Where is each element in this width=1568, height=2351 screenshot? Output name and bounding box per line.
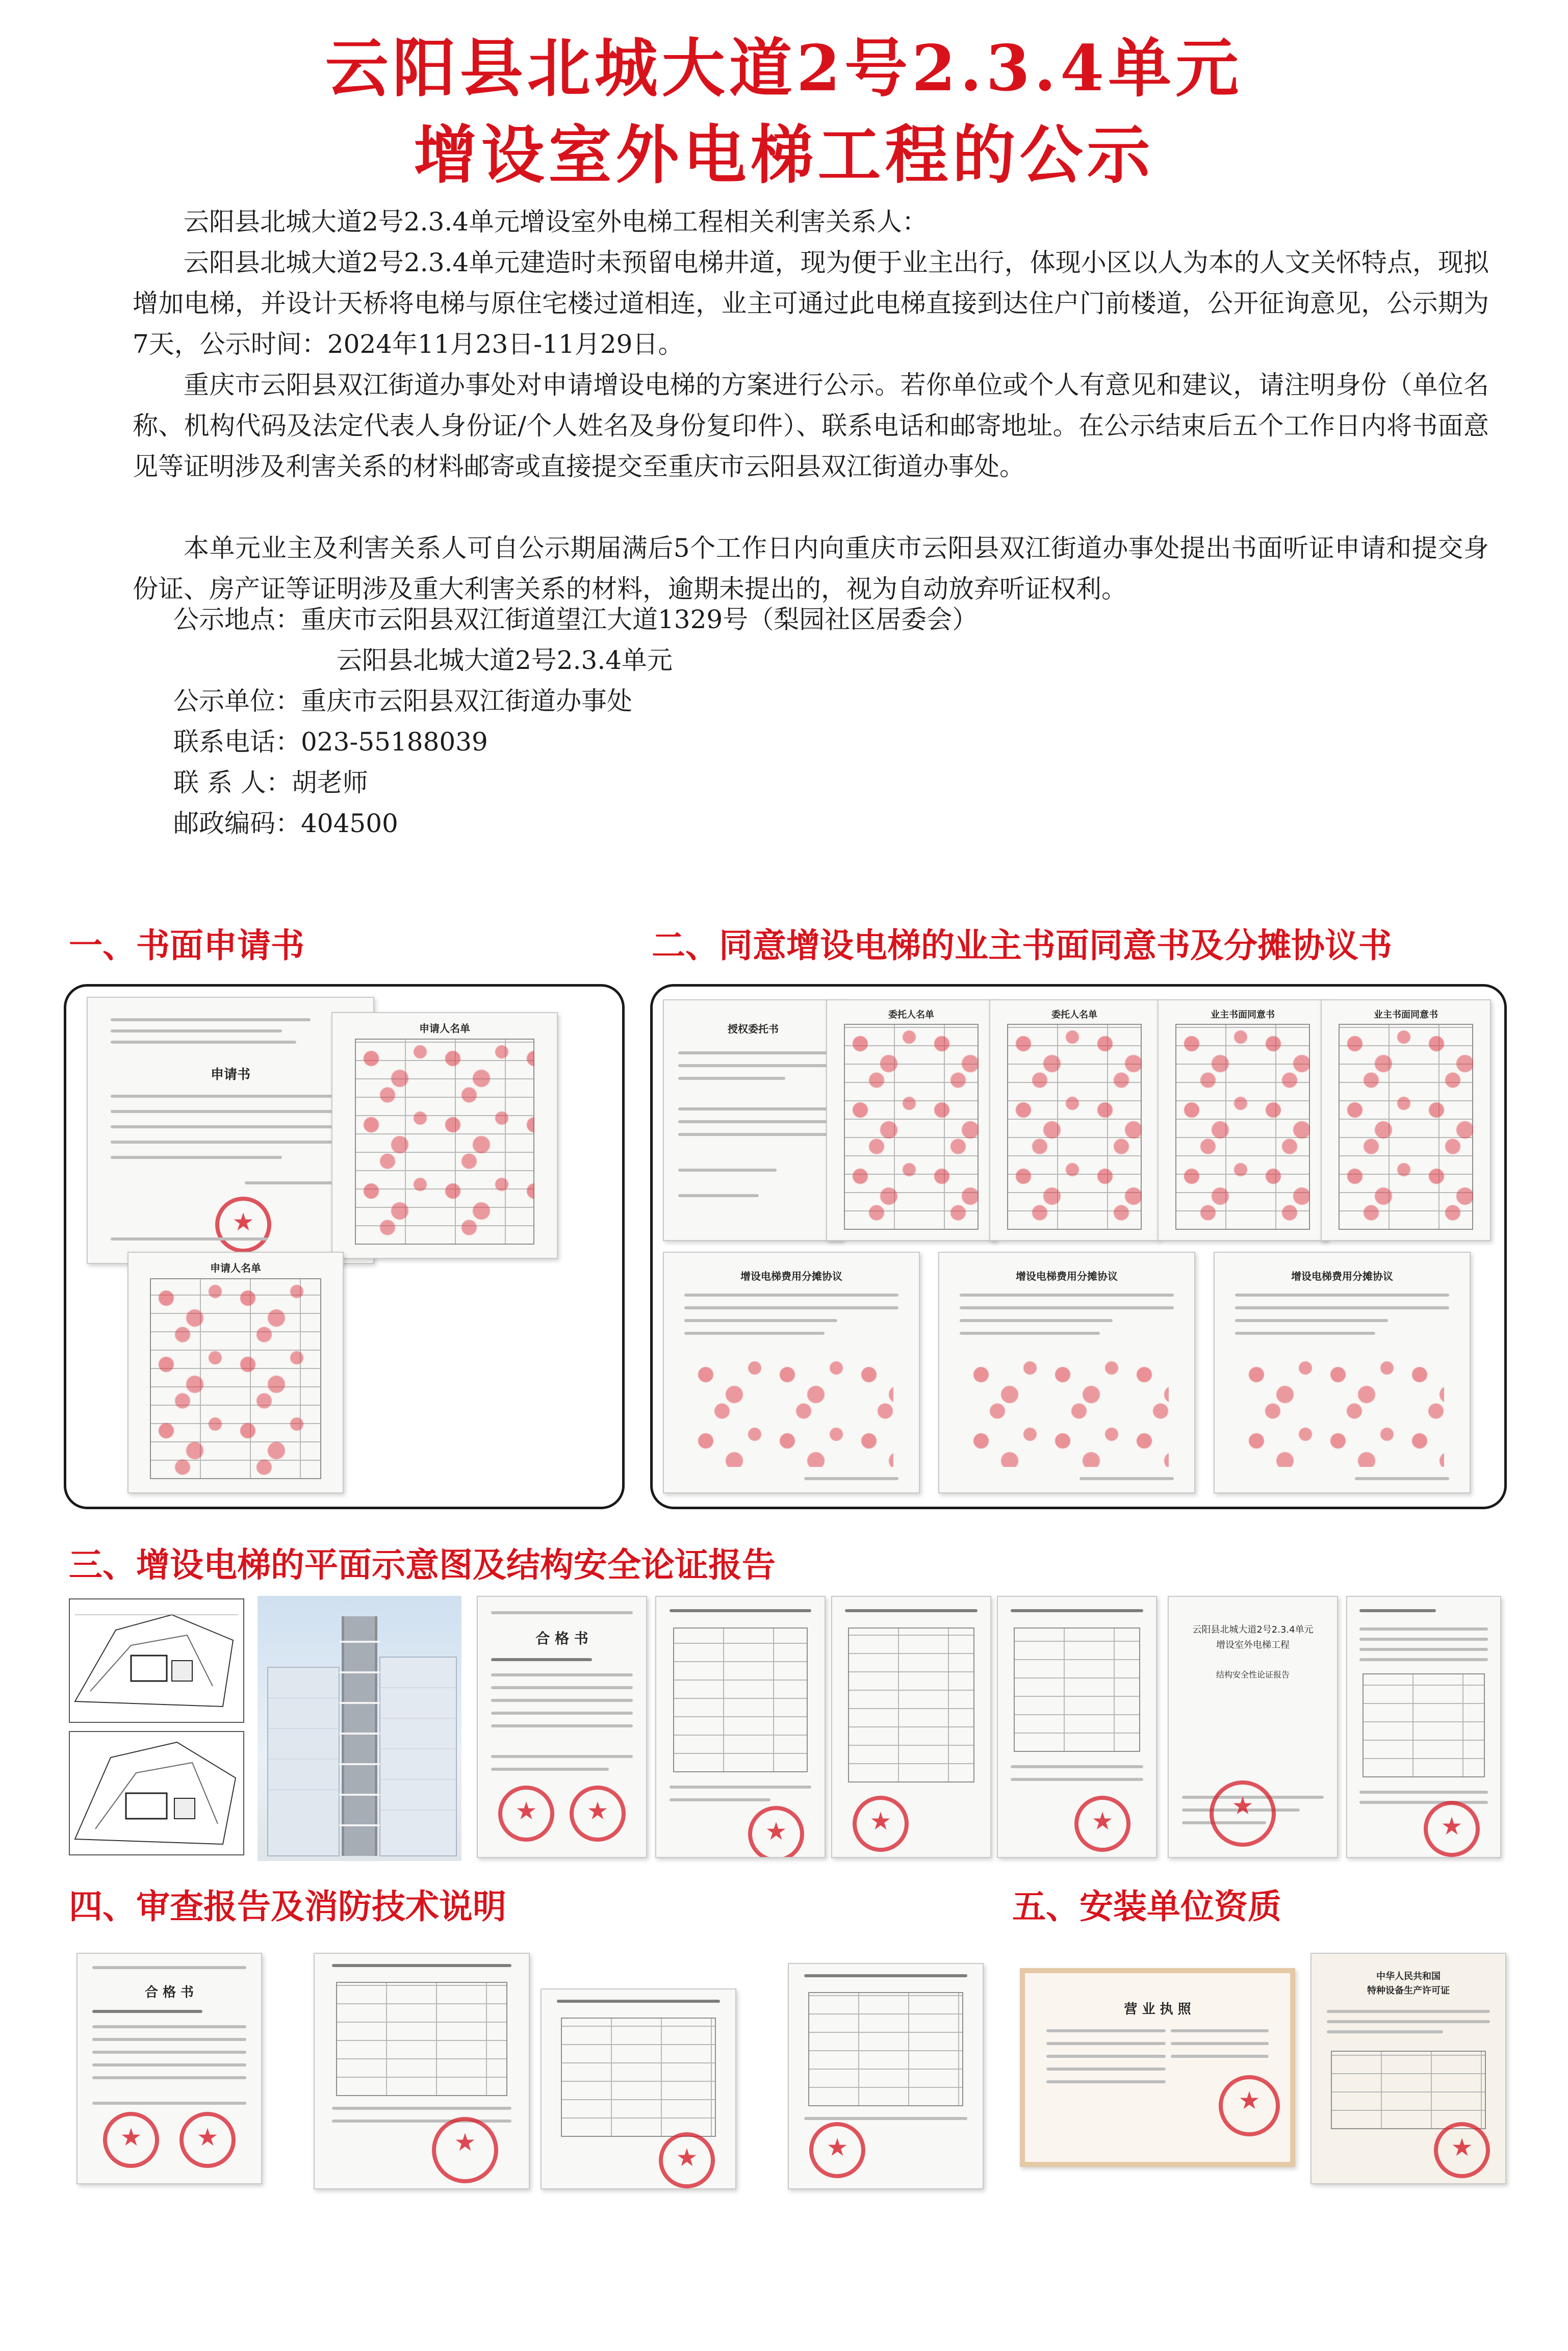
certificate-heading-1: 合 格 书 bbox=[535, 1630, 588, 1647]
notice-unit: 公示单位：重庆市云阳县双江街道办事处 bbox=[173, 686, 632, 716]
review-table-image-2 bbox=[831, 1596, 991, 1858]
safety-report-title-2: 增设室外电梯工程 bbox=[1216, 1640, 1290, 1650]
applicant-list-heading-2: 申请人名单 bbox=[210, 1262, 261, 1274]
section-heading-3: 三、增设电梯的平面示意图及结构安全论证报告 bbox=[69, 1545, 776, 1585]
notice-postcode: 邮政编码：404500 bbox=[173, 809, 398, 838]
cost-agreement-image-3 bbox=[1214, 1252, 1471, 1493]
safety-report-title-1: 云阳县北城大道2号2.3.4单元 bbox=[1192, 1624, 1314, 1635]
section-heading-5: 五、安装单位资质 bbox=[1012, 1887, 1281, 1926]
application-documents-frame bbox=[64, 984, 625, 1509]
notice-addressee: 云阳县北城大道2号2.3.4单元增设室外电梯工程相关利害关系人： bbox=[184, 207, 928, 237]
safety-report-cover-image bbox=[1168, 1596, 1338, 1858]
certificate-heading-2: 合 格 书 bbox=[144, 1985, 194, 2000]
certificate-image-1 bbox=[477, 1596, 647, 1858]
business-license-image bbox=[1020, 1968, 1295, 2167]
consent-list-image-1 bbox=[826, 999, 996, 1241]
cost-agreement-heading-3: 增设电梯费用分摊协议 bbox=[1291, 1270, 1393, 1282]
cost-agreement-image-2 bbox=[938, 1252, 1195, 1493]
section-heading-4: 四、审查报告及消防技术说明 bbox=[69, 1887, 506, 1926]
notice-paragraph-3: 本单元业主及利害关系人可自公示期届满后5个工作日内向重庆市云阳县双江街道办事处提出书面听证申请和提交身份证、房产证等证明涉及重大利害关系的材料，逾期未提出的，视为自动放弃听证权利。 bbox=[133, 533, 1489, 604]
permit-heading-1: 中华人民共和国 bbox=[1376, 1971, 1441, 1982]
business-license-heading: 营 业 执 照 bbox=[1124, 2002, 1191, 2017]
safety-report-title-3: 结构安全性论证报告 bbox=[1216, 1670, 1290, 1680]
review-table-image-3 bbox=[997, 1596, 1157, 1858]
fire-review-table-image bbox=[314, 1953, 530, 2189]
cost-agreement-heading-2: 增设电梯费用分摊协议 bbox=[1016, 1270, 1118, 1282]
applicant-list-image-2 bbox=[127, 1252, 344, 1493]
owner-consent-heading-1: 业主书面同意书 bbox=[1211, 1010, 1275, 1020]
applicant-list-heading-1: 申请人名单 bbox=[419, 1022, 470, 1035]
cost-agreement-image-1 bbox=[663, 1252, 920, 1493]
fire-review-detail-image bbox=[541, 1988, 736, 2189]
notice-location: 公示地点：重庆市云阳县双江街道望江大道1329号（梨园社区居委会） bbox=[173, 605, 978, 634]
site-plan-drawing-2 bbox=[69, 1731, 244, 1855]
notice-paragraph-2: 重庆市云阳县双江街道办事处对申请增设电梯的方案进行公示。若你单位或个人有意见和建议，请注明身份（单位名称、机构代码及法定代表人身份证/个人姓名及身份复印件）、联系电话和邮寄地址。在公示结束后五个工作日内将书面意见等证明涉及利害关系的材料邮寄或直接提交至重庆市云阳县双江街道办事处。 bbox=[133, 370, 1489, 481]
owner-consent-image-2 bbox=[1321, 999, 1491, 1241]
section-heading-1: 一、书面申请书 bbox=[69, 926, 304, 965]
notice-title-line2: 增设室外电梯工程的公示 bbox=[414, 118, 1154, 192]
site-plan-drawing-1 bbox=[69, 1598, 244, 1723]
authorization-letter-heading: 授权委托书 bbox=[728, 1023, 779, 1035]
section-heading-2: 二、同意增设电梯的业主书面同意书及分摊协议书 bbox=[652, 926, 1392, 965]
consent-list-image-2 bbox=[989, 999, 1160, 1241]
consent-documents-frame bbox=[650, 984, 1507, 1509]
notice-paragraph-1: 云阳县北城大道2号2.3.4单元建造时未预留电梯井道，现为便于业主出行，体现小区以人为本的人文关怀特点，现拟增加电梯，并设计天桥将电梯与原住宅楼过道相连，业主可通过此电梯直接到达住户门前楼道，公开征询意见，公示期为7天，公示时间：2024年11月23日-11月29日。 bbox=[133, 248, 1489, 359]
safety-conclusion-image bbox=[1346, 1596, 1501, 1858]
permit-heading-2: 特种设备生产许可证 bbox=[1367, 1985, 1450, 1996]
certificate-image-2 bbox=[76, 1953, 262, 2184]
owner-consent-image-1 bbox=[1158, 999, 1328, 1241]
fire-technical-note-image bbox=[788, 1963, 984, 2189]
elevator-rendering-image bbox=[258, 1596, 461, 1861]
special-equipment-permit-image bbox=[1310, 1953, 1506, 2184]
authorization-letter-image bbox=[663, 999, 843, 1241]
owner-consent-heading-2: 业主书面同意书 bbox=[1374, 1010, 1438, 1020]
application-letter-heading: 申请书 bbox=[210, 1067, 250, 1082]
notice-title-line1: 云阳县北城大道2号2.3.4单元 bbox=[325, 32, 1243, 106]
notice-phone: 联系电话：023-55188039 bbox=[173, 727, 488, 757]
applicant-list-image bbox=[331, 1012, 558, 1259]
notice-location-2: 云阳县北城大道2号2.3.4单元 bbox=[337, 645, 673, 675]
consent-list-heading-2: 委托人名单 bbox=[1051, 1010, 1097, 1020]
review-table-image-1 bbox=[655, 1596, 826, 1858]
consent-list-heading-1: 委托人名单 bbox=[888, 1010, 934, 1020]
cost-agreement-heading-1: 增设电梯费用分摊协议 bbox=[740, 1270, 842, 1282]
notice-contact: 联 系 人：胡老师 bbox=[173, 768, 368, 797]
